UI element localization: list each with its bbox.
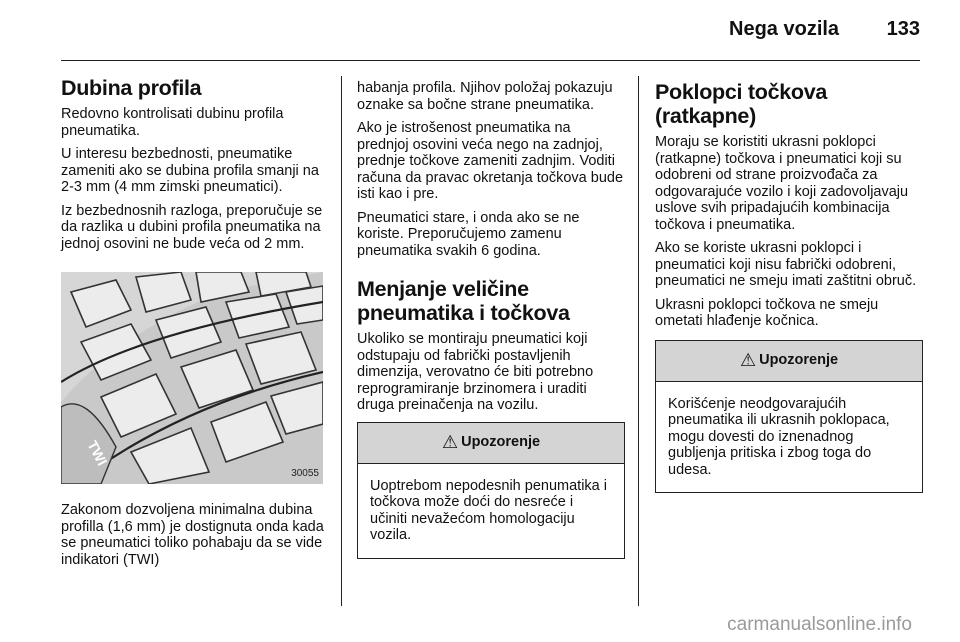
twi-label: TWI xyxy=(84,437,111,469)
paragraph: Redovno kontrolisati dubinu profila pneumatika. xyxy=(61,106,284,139)
page-number: 133 xyxy=(886,18,920,40)
tire-tread-drawing xyxy=(61,272,323,484)
section-title: Nega vozila xyxy=(729,18,840,40)
warning-box xyxy=(357,422,625,559)
paragraph: Moraju se koristiti ukrasni poklopci (ratkapne) točkova i pneumatici koji su odobreni od strane proizvođača za odgovarajuće vozilo i koji zadovoljavaju uslove svih pripadajućih kombinacija točkova i pneumatika. xyxy=(655,134,909,233)
paragraph: Ukoliko se montiraju pneumatici koji odstupaju od fabrički postavljenih dimenzija, verovatno će biti potrebno reprogramiranje brzinomera i uraditi druga preinačenja na vozilu. xyxy=(357,331,594,413)
header-rule xyxy=(61,60,920,61)
warning-triangle-icon: ⚠ xyxy=(441,432,459,453)
paragraph: U interesu bezbednosti, pneumatike zameniti ako se dubina profila smanji na 2-3 mm (4 mm zimski pneumatici). xyxy=(61,146,319,195)
warning-triangle-icon: ⚠ xyxy=(739,350,757,371)
heading-size-change: Menjanje veličine pneumatika i točkova xyxy=(357,277,570,325)
paragraph: Zakonom dozvoljena minimalna dubina profilla (1,6 mm) je dostignuta onda kada se pneumatici toliko pohabaju da se vide indikatori (TWI) xyxy=(61,502,324,568)
heading-wheel-covers: Poklopci točkova (ratkapne) xyxy=(655,80,828,128)
warning-box xyxy=(655,340,923,494)
heading-tread-depth: Dubina profila xyxy=(61,76,202,100)
figure-number: 30055 xyxy=(291,467,319,479)
paragraph: Ukrasni poklopci točkova ne smeju ometati hlađenje kočnica. xyxy=(655,296,879,329)
column-3 xyxy=(655,80,923,493)
warning-header xyxy=(656,341,922,382)
warning-text: Korišćenje neodgovarajućih pneumatika ili ukrasnih poklopaca, mogu dovesti do iznenadnog gubljenja pritiska i zbog toga do udesa. xyxy=(668,395,890,478)
column-divider-2 xyxy=(638,76,639,606)
warning-title: Upozorenje xyxy=(461,434,541,451)
column-1 xyxy=(61,76,329,575)
watermark: carmanualsonline.info xyxy=(727,614,912,635)
warning-title: Upozorenje xyxy=(759,352,839,369)
warning-header xyxy=(358,423,624,464)
paragraph: Ako se koriste ukrasni poklopci i pneumatici koji nisu fabrički odobreni, pneumatici ne smeju imati zaštitni obruč. xyxy=(655,240,917,289)
paragraph: habanja profila. Njihov položaj pokazuju oznake sa bočne strane pneumatika. xyxy=(357,80,613,113)
paragraph: Iz bezbednosnih razloga, preporučuje se da razlika u dubini profila pneumatika na jednoj osovini ne bude veća od 2 mm. xyxy=(61,202,323,252)
paragraph: Pneumatici stare, i onda ako se ne koriste. Preporučujemo zamenu pneumatika svakih 6 godina. xyxy=(357,209,580,259)
warning-text: Uoptrebom nepodesnih penumatika i točkova može doći do nesreće i učiniti nevažećom homologaciju vozila. xyxy=(370,477,607,543)
tire-tread-illustration xyxy=(61,272,323,484)
page-header xyxy=(729,18,920,41)
paragraph: Ako je istrošenost pneumatika na prednjoj osovini veća nego na zadnjoj, prednje točkove zameniti zadnjim. Voditi računa da pravac okretanja točkova bude isti kao i pre. xyxy=(357,120,624,202)
column-2 xyxy=(357,80,625,559)
column-divider-1 xyxy=(341,76,342,606)
